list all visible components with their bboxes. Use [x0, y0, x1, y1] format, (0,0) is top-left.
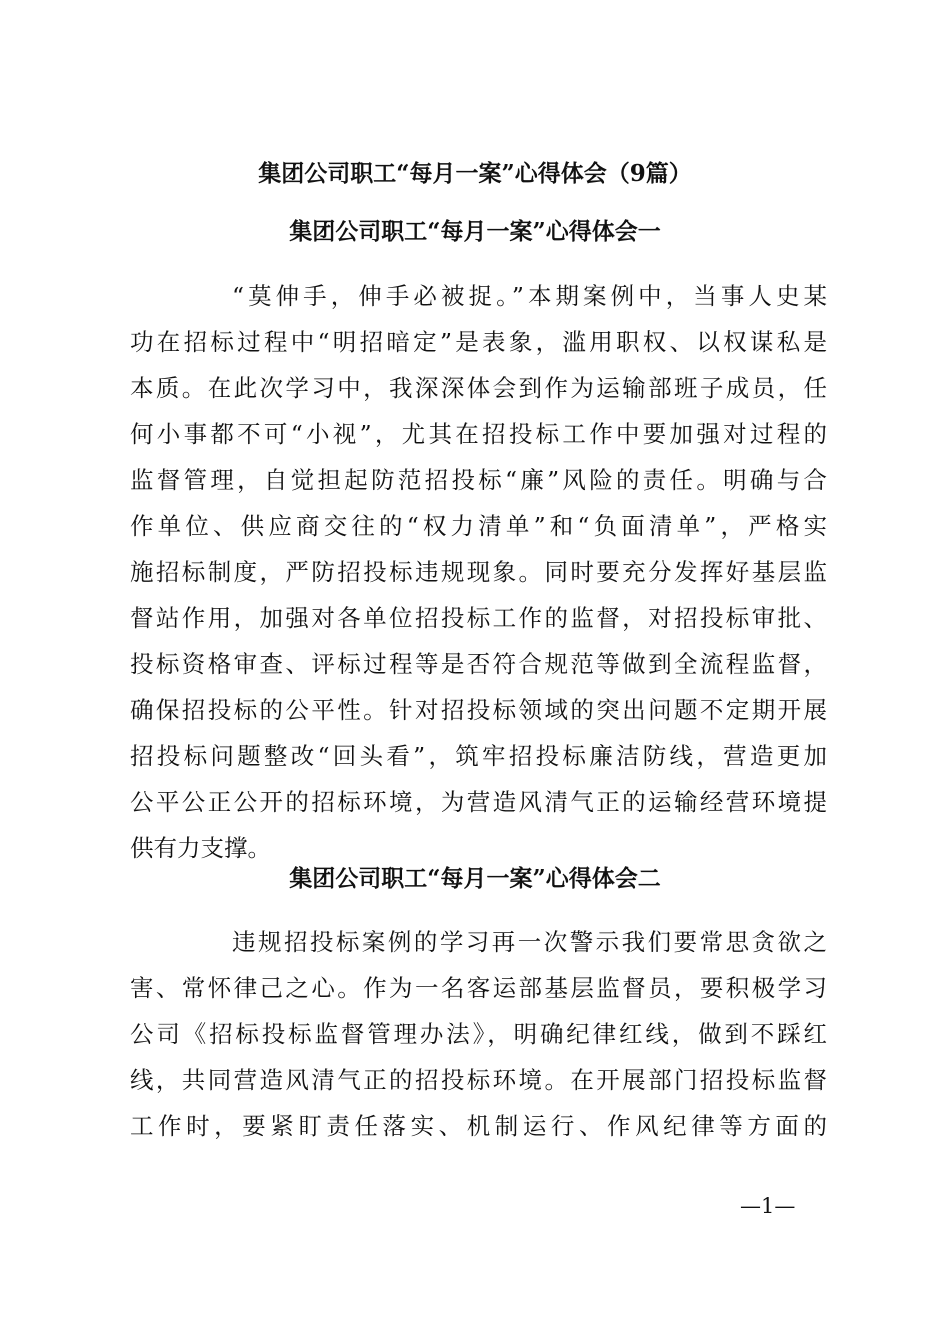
paragraph-line: 何小事都不可“小视”，尤其在招投标工作中要加强对过程的	[130, 420, 827, 448]
paragraph-line: 违规招投标案例的学习再一次警示我们要常思贪欲之	[232, 928, 827, 956]
paragraph-line: 监督管理，自觉担起防范招投标“廉”风险的责任。明确与合	[130, 466, 827, 494]
paragraph-line: 投标资格审查、评标过程等是否符合规范等做到全流程监督，	[130, 650, 827, 678]
paragraph-line: 公司《招标投标监督管理办法》，明确纪律红线，做到不踩红	[130, 1020, 827, 1048]
page-number: —1—	[740, 1194, 796, 1218]
main-title: 集团公司职工“每月一案”心得体会（9篇）	[258, 160, 692, 187]
paragraph-line: 确保招投标的公平性。针对招投标领域的突出问题不定期开展	[130, 696, 827, 724]
paragraph-line: 线，共同营造风清气正的招投标环境。在开展部门招投标监督	[130, 1066, 827, 1094]
section-heading: 集团公司职工“每月一案”心得体会二	[289, 865, 661, 892]
paragraph-line: 害、常怀律己之心。作为一名客运部基层监督员，要积极学习	[130, 974, 827, 1002]
paragraph-line: 公平公正公开的招标环境，为营造风清气正的运输经营环境提	[130, 788, 827, 816]
paragraph-line: 施招标制度，严防招投标违规现象。同时要充分发挥好基层监	[130, 558, 827, 586]
section-heading: 集团公司职工“每月一案”心得体会一	[289, 218, 661, 245]
paragraph-line: 功在招标过程中“明招暗定”是表象，滥用职权、以权谋私是	[130, 328, 827, 356]
paragraph-line: 本质。在此次学习中，我深深体会到作为运输部班子成员，任	[130, 374, 827, 402]
paragraph-line: 供有力支撑。	[130, 834, 271, 862]
paragraph-line: 招投标问题整改“回头看”，筑牢招投标廉洁防线，营造更加	[130, 742, 827, 770]
paragraph-line: 督站作用，加强对各单位招投标工作的监督，对招投标审批、	[130, 604, 827, 632]
paragraph-line: 作单位、供应商交往的“权力清单”和“负面清单”，严格实	[130, 512, 827, 540]
paragraph-line: 工作时，要紧盯责任落实、机制运行、作风纪律等方面的	[130, 1112, 827, 1140]
paragraph-line: “莫伸手，伸手必被捉。”本期案例中，当事人史某	[232, 282, 827, 310]
